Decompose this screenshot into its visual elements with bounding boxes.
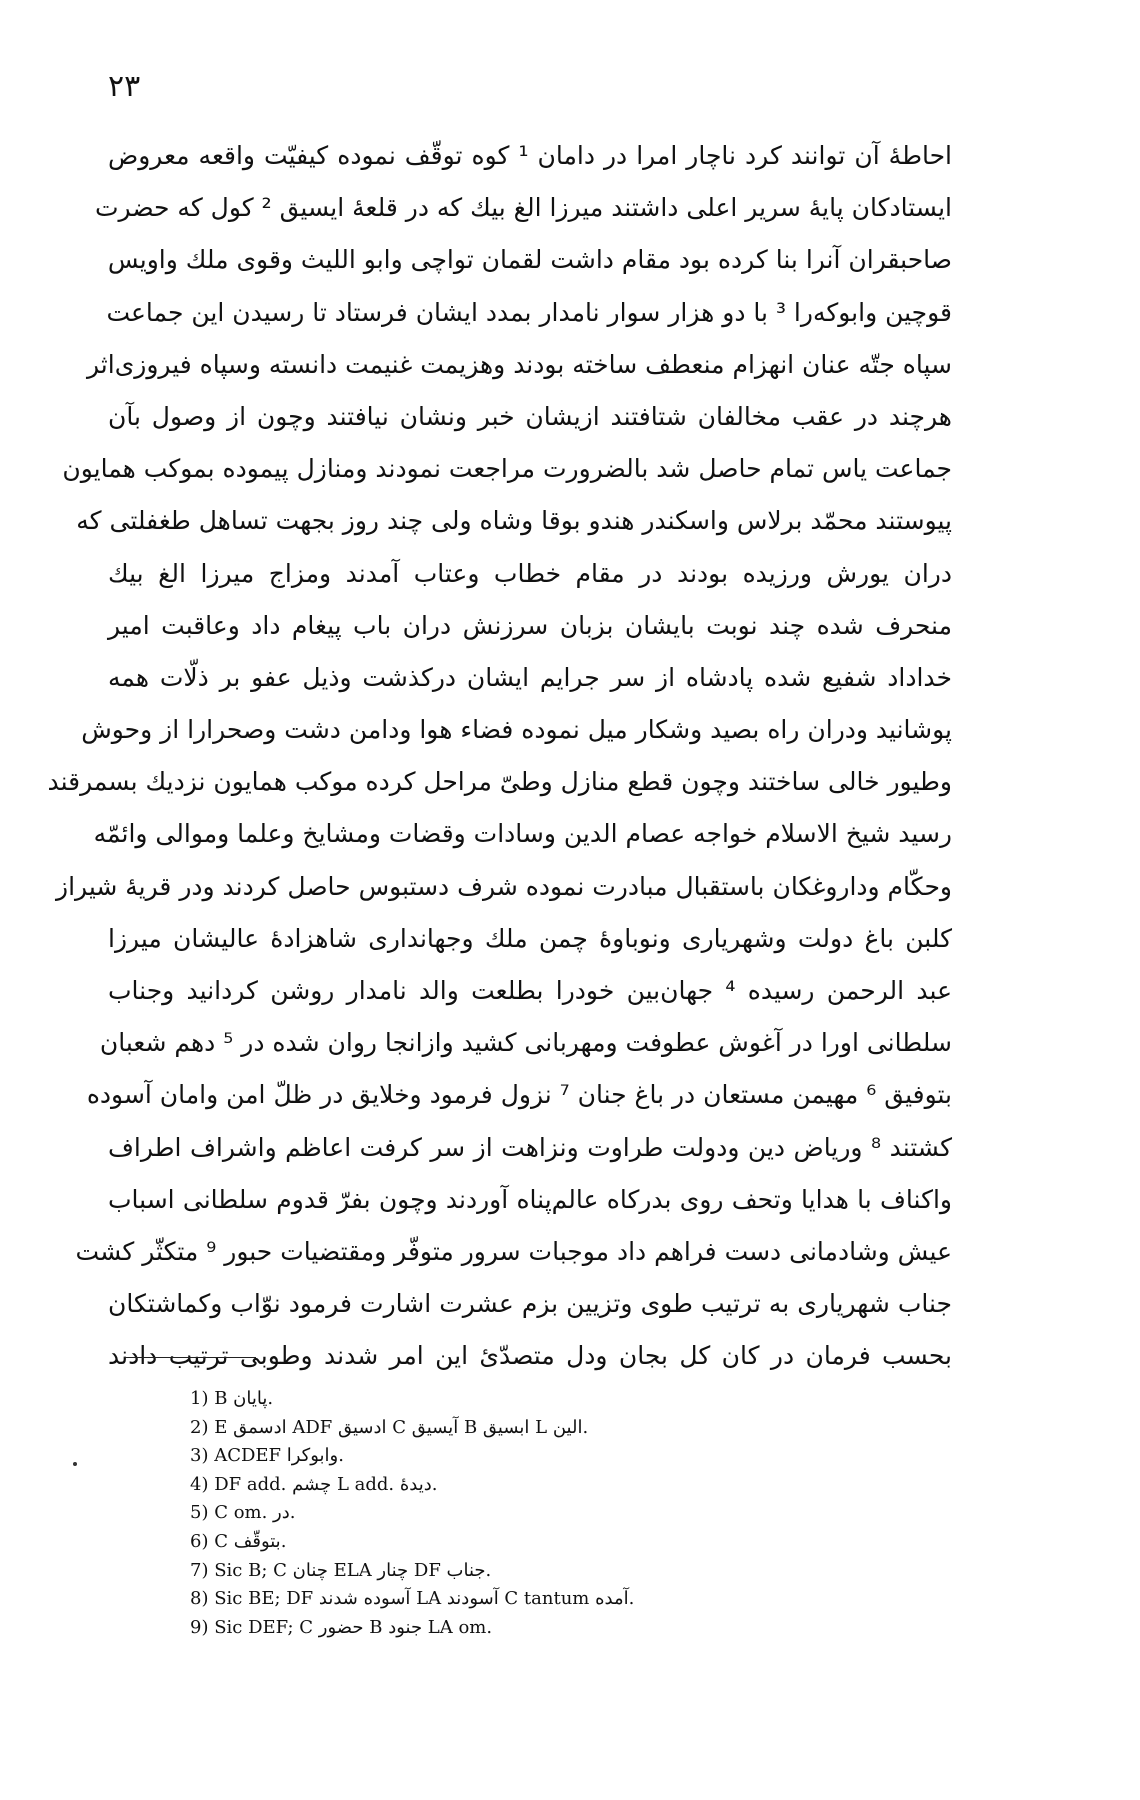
text-line: بحسب فرمان در کان کل بجان ودل متصدّیٔ این امر شدند وطوبی ترتیب دادند [108,1341,952,1371]
margin-mark [73,1462,77,1466]
footnote: 8) Sic BE; DF آسوده شدند LA آسودند C tantum آمده. [190,1588,635,1610]
footnote: 3) ACDEF وابوکرا. [190,1445,344,1467]
footnote-divider [124,1357,256,1358]
text-line: پیوستند محمّد برلاس واسکندر هندو بوقا وشاه ولی چند روز بجهت تساهل طغفلتی که [76,506,952,536]
footnote: 2) E ادسمق ADF ادسیق C آیسیق B ابسیق L الین. [190,1416,589,1438]
text-line: خداداد شفیع شده پادشاه از سر جرایم ایشان درکذشت وذیل عفو بر ذلّات همه [108,662,952,692]
text-line: دران یورش ورزیده بودند در مقام خطاب وعتاب آمدند ومزاج میرزا الغ بیك [108,558,952,588]
footnote: 5) C om. در. [190,1502,296,1524]
text-line: قوچین وابوکه‌را ³ با دو هزار سوار نامدار بمدد ایشان فرستاد تا رسیدن این جماعت [106,297,952,327]
footnote: 6) C بتوقّف. [190,1530,287,1552]
footnote: 4) DF add. چشم L add. دیدهٔ. [190,1473,438,1495]
text-line: سپاه جتّه عنان انهزام منعطف ساخته بودند وهزیمت غنیمت دانسته وسپاه فیروزی‌اثر [87,349,952,379]
text-line: وحکّام وداروغکان باستقبال مبادرت نموده شرف دستبوس حاصل کردند ودر قریهٔ شیراز [56,871,952,901]
text-line: ایستادکان پایهٔ سریر اعلی داشتند میرزا الغ بیك که در قلعهٔ ایسیق ² کول که حضرت [95,193,952,223]
page-number: ۲۳ [108,69,141,104]
text-line: عیش وشادمانی دست فراهم داد موجبات سرور متوفّر ومقتضیات حبور ⁹ متکثّر کشت [75,1236,952,1266]
text-line: جناب شهریاری به ترتیب طوی وتزیین بزم عشرت اشارت فرمود نوّاب وکماشتکان [108,1289,952,1319]
text-line: عبد الرحمن رسیده ⁴ جهان‌بین خودرا بطلعت والد نامدار روشن کردانید وجناب [108,976,952,1005]
text-line: پوشانید ودران راه بصید وشکار میل نموده فضاء هوا ودامن دشت وصحرارا از وحوش [81,715,952,745]
text-line: هرچند در عقب مخالفان شتافتند ازیشان خبر ونشان نیافتند وچون از وصول بآن [108,401,952,431]
text-line: منحرف شده چند نوبت بایشان بزبان سرزنش دران باب پیغام داد وعاقبت امیر [108,610,952,640]
text-line: احاطهٔ آن توانند کرد ناچار امرا در دامان ¹ کوه توقّف نموده کیفیّت واقعه معروض [108,141,952,170]
footnote: 9) Sic DEF; C حضور B جنود LA om. [190,1616,493,1638]
text-line: جماعت یاس تمام حاصل شد بالضرورت مراجعت نمودند ومنازل پیموده بموکب همایون [62,454,952,484]
text-line: سلطانی اورا در آغوش عطوفت ومهربانی کشید وازانجا روان شده در ⁵ دهم شعبان [99,1028,952,1058]
text-line: کلبن باغ دولت وشهریاری ونوباوهٔ چمن ملك وجهانداری شاهزادهٔ عالیشان میرزا [108,923,952,953]
text-line: صاحبقران آنرا بنا کرده بود مقام داشت لقمان تواچی وابو اللیث وقوی ملك واویس [107,245,952,275]
footnotes [190,1385,890,1642]
text-line: واکناف با هدایا وتحف روی بدرکاه عالم‌پناه آوردند وچون بفرّ قدوم سلطانی اسباب [108,1184,952,1214]
text-line: کشتند ⁸ ورياض دین ودولت طراوت ونزاهت از سر کرفت اعاظم واشراف اطراف [108,1132,952,1162]
text-line: رسید شیخ الاسلام خواجه عصام الدین وسادات وقضات ومشایخ وعلما وموالی وائمّه [93,819,952,849]
body-text [47,130,952,1383]
footnote: 7) Sic B; C چنان ELA چنار DF جناب. [190,1559,492,1581]
text-line: وطیور خالی ساختند وچون قطع منازل وطیّ مراحل کرده موکب همایون نزدیك بسمرقند [47,767,952,797]
text-line: بتوفیق ⁶ مهیمن مستعان در باغ جنان ⁷ نزول فرمود وخلایق در ظلّ امن وامان آسوده [86,1080,952,1110]
footnote: 1) B پایان. [190,1388,274,1409]
